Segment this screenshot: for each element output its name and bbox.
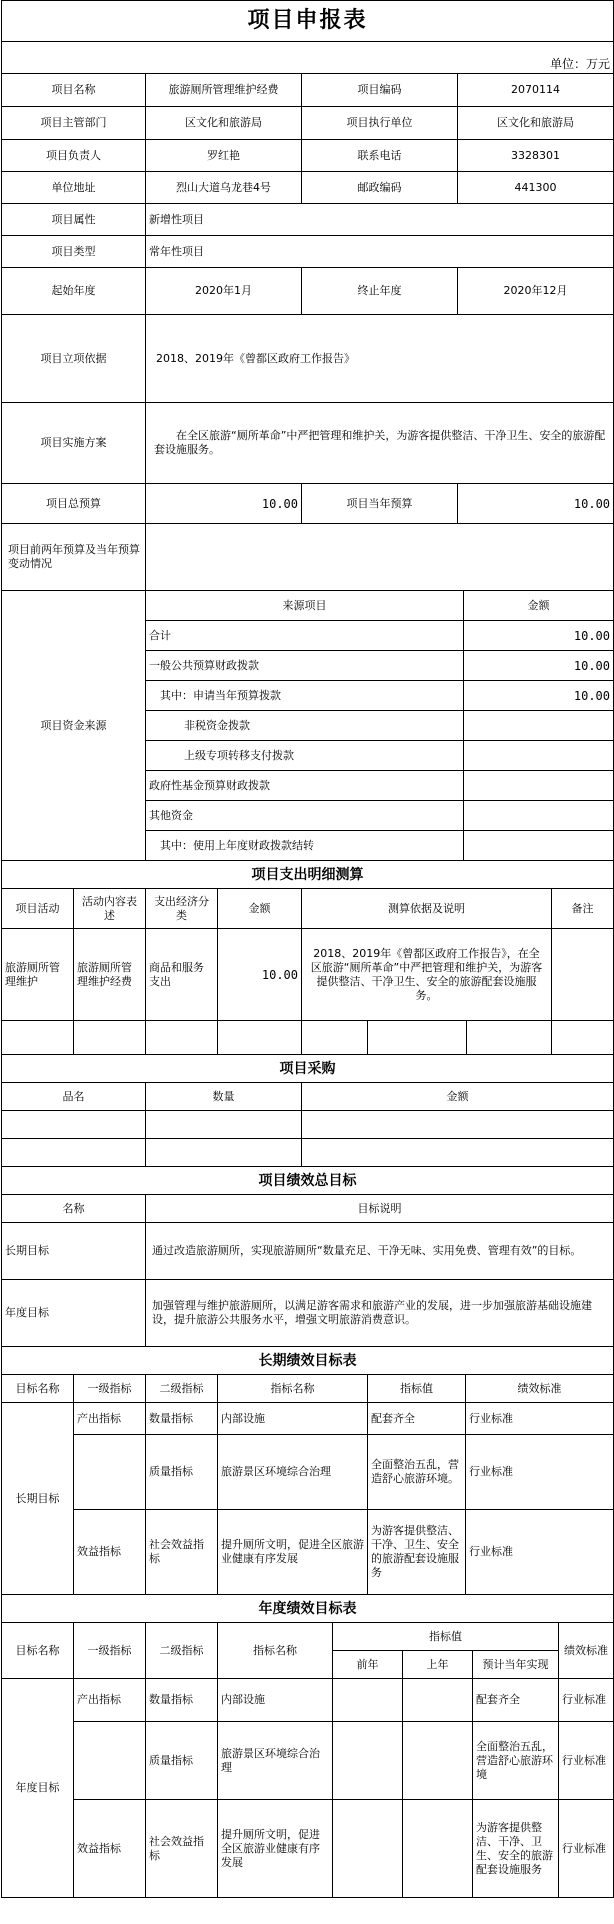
purchase-header-qty: 数量 <box>146 1083 302 1111</box>
end-year-label: 终止年度 <box>302 268 458 315</box>
funding-row-name: 非税资金拨款 <box>146 711 464 741</box>
long-l2: 质量指标 <box>146 1435 218 1510</box>
annual-subheader: 预计当年实现 <box>473 1651 559 1679</box>
unit-label: 单位：万元 <box>2 42 614 74</box>
project-name-label: 项目名称 <box>2 74 146 107</box>
annual-l2: 质量指标 <box>146 1722 218 1800</box>
table-row <box>2 1679 614 1722</box>
long-std: 行业标准 <box>466 1435 614 1510</box>
annual-l1: 产出指标 <box>74 1679 146 1722</box>
long-value: 为游客提供整洁、干净、卫生、安全的旅游配套设施服务 <box>368 1510 466 1595</box>
zip-value: 441300 <box>458 172 614 204</box>
annual-header: 目标名称 <box>2 1623 74 1679</box>
zip-label: 邮政编码 <box>302 172 458 204</box>
type-value: 常年性项目 <box>146 236 614 268</box>
long-header: 一级指标 <box>74 1375 146 1403</box>
table-row <box>2 1021 614 1055</box>
long-target-name: 长期目标 <box>2 1403 74 1595</box>
funding-row-amount <box>464 771 614 801</box>
annual-header: 指标值 <box>333 1623 559 1651</box>
expense-basis: 2018、2019年《曾都区政府工作报告》，在全区旅游“厕所革命”中严把管理和维护关，为游客提供整洁、干净卫生、安全的旅游配套设施服务。 <box>302 929 552 1021</box>
table-row <box>2 1722 614 1800</box>
funding-row-amount <box>464 801 614 831</box>
funding-row-amount <box>464 711 614 741</box>
funding-header-amount: 金额 <box>464 591 614 621</box>
annual-header: 一级指标 <box>74 1623 146 1679</box>
address-label: 单位地址 <box>2 172 146 204</box>
phone-value: 3328301 <box>458 140 614 172</box>
annual-header: 绩效标准 <box>559 1623 614 1679</box>
long-header: 指标名称 <box>218 1375 368 1403</box>
long-l2: 社会效益指标 <box>146 1510 218 1595</box>
purchase-title: 项目采购 <box>2 1055 614 1083</box>
long-indicator: 提升厕所文明，促进全区旅游业健康有序发展 <box>218 1510 368 1595</box>
table-row <box>2 1510 614 1595</box>
expense-header-amount: 金额 <box>218 889 302 929</box>
total-budget-label: 项目总预算 <box>2 484 146 524</box>
annual-l2: 社会效益指标 <box>146 1800 218 1898</box>
expense-note <box>552 929 614 1021</box>
goals-header-name: 名称 <box>2 1195 146 1223</box>
table-row <box>2 1800 614 1898</box>
project-application-sheet <box>1 0 613 1898</box>
end-year-value: 2020年12月 <box>458 268 614 315</box>
dept-label: 项目主管部门 <box>2 107 146 140</box>
prev-budget-label: 项目前两年预算及当年预算变动情况 <box>2 524 146 591</box>
long-term-title: 长期绩效目标表 <box>2 1347 614 1375</box>
annual-prev <box>403 1800 473 1898</box>
annual-header: 指标名称 <box>218 1623 333 1679</box>
funding-row-name: 其他资金 <box>146 801 464 831</box>
long-std: 行业标准 <box>466 1510 614 1595</box>
annual-indicator: 内部设施 <box>218 1679 333 1722</box>
expense-header-activity: 项目活动 <box>2 889 74 929</box>
funding-row-amount: 10.00 <box>464 681 614 711</box>
annual-current: 全面整治五乱，营造舒心旅游环境 <box>473 1722 559 1800</box>
goals-title: 项目绩效总目标 <box>2 1167 614 1195</box>
annual-std: 行业标准 <box>559 1722 614 1800</box>
annual-subheader: 前年 <box>333 1651 403 1679</box>
annual-std: 行业标准 <box>559 1800 614 1898</box>
long-goal-desc: 通过改造旅游厕所，实现旅游厕所“数量充足、干净无味、实用免费、管理有效”的目标。 <box>146 1223 614 1280</box>
purchase-header-amount: 金额 <box>302 1083 614 1111</box>
funding-row-name: 其中：申请当年预算拨款 <box>146 681 464 711</box>
page-title: 项目申报表 <box>2 1 614 42</box>
annual-prev2 <box>333 1679 403 1722</box>
leader-value: 罗红艳 <box>146 140 302 172</box>
annual-indicator: 旅游景区环境综合治理 <box>218 1722 333 1800</box>
annual-subheader: 上年 <box>403 1651 473 1679</box>
annual-l1 <box>74 1722 146 1800</box>
expense-table <box>1 860 614 1055</box>
basic-info-table <box>1 0 614 591</box>
annual-prev <box>403 1679 473 1722</box>
dept-value: 区文化和旅游局 <box>146 107 302 140</box>
attr-label: 项目属性 <box>2 204 146 236</box>
phone-label: 联系电话 <box>302 140 458 172</box>
funding-row-amount <box>464 831 614 861</box>
exec-unit-label: 项目执行单位 <box>302 107 458 140</box>
exec-unit-value: 区文化和旅游局 <box>458 107 614 140</box>
long-goal-label: 长期目标 <box>2 1223 146 1280</box>
long-value: 配套齐全 <box>368 1403 466 1435</box>
long-indicator: 旅游景区环境综合治理 <box>218 1435 368 1510</box>
long-term-table <box>1 1346 614 1595</box>
expense-header-category: 支出经济分类 <box>146 889 218 929</box>
annual-title: 年度绩效目标表 <box>2 1595 614 1623</box>
annual-prev2 <box>333 1722 403 1800</box>
expense-content: 旅游厕所管理维护经费 <box>74 929 146 1021</box>
funding-row-amount: 10.00 <box>464 651 614 681</box>
long-std: 行业标准 <box>466 1403 614 1435</box>
annual-target-name: 年度目标 <box>2 1679 74 1898</box>
long-l1: 效益指标 <box>74 1510 146 1595</box>
annual-prev <box>403 1722 473 1800</box>
annual-l1: 效益指标 <box>74 1800 146 1898</box>
expense-header-note: 备注 <box>552 889 614 929</box>
long-l2: 数量指标 <box>146 1403 218 1435</box>
address-value: 烈山大道乌龙巷4号 <box>146 172 302 204</box>
long-header: 指标值 <box>368 1375 466 1403</box>
leader-label: 项目负责人 <box>2 140 146 172</box>
long-l1 <box>74 1435 146 1510</box>
annual-header: 二级指标 <box>146 1623 218 1679</box>
purchase-table <box>1 1054 614 1167</box>
funding-row-amount <box>464 741 614 771</box>
funding-row-amount: 10.00 <box>464 621 614 651</box>
long-value: 全面整治五乱，营造舒心旅游环境。 <box>368 1435 466 1510</box>
funding-label: 项目资金来源 <box>2 591 146 861</box>
table-row <box>2 1403 614 1435</box>
expense-amount: 10.00 <box>218 929 302 1021</box>
funding-header-source: 来源项目 <box>146 591 464 621</box>
annual-prev2 <box>333 1800 403 1898</box>
expense-category: 商品和服务支出 <box>146 929 218 1021</box>
annual-current: 配套齐全 <box>473 1679 559 1722</box>
current-budget-value: 10.00 <box>458 484 614 524</box>
purchase-header-name: 品名 <box>2 1083 146 1111</box>
annual-current: 为游客提供整洁、干净、卫生、安全的旅游配套设施服务 <box>473 1800 559 1898</box>
expense-header-content: 活动内容表述 <box>74 889 146 929</box>
start-year-label: 起始年度 <box>2 268 146 315</box>
type-label: 项目类型 <box>2 236 146 268</box>
funding-row-name: 一般公共预算财政拨款 <box>146 651 464 681</box>
plan-label: 项目实施方案 <box>2 403 146 484</box>
attr-value: 新增性项目 <box>146 204 614 236</box>
project-code-label: 项目编码 <box>302 74 458 107</box>
annual-table <box>1 1594 614 1898</box>
long-header: 二级指标 <box>146 1375 218 1403</box>
long-indicator: 内部设施 <box>218 1403 368 1435</box>
annual-l2: 数量指标 <box>146 1679 218 1722</box>
funding-row-name: 合计 <box>146 621 464 651</box>
long-header: 目标名称 <box>2 1375 74 1403</box>
annual-std: 行业标准 <box>559 1679 614 1722</box>
total-budget-value: 10.00 <box>146 484 302 524</box>
funding-row-name: 其中：使用上年度财政拨款结转 <box>146 831 464 861</box>
expense-title: 项目支出明细测算 <box>2 861 614 889</box>
plan-value: 在全区旅游“厕所革命”中严把管理和维护关，为游客提供整洁、干净卫生、安全的旅游配套设施服务。 <box>146 403 614 484</box>
long-l1: 产出指标 <box>74 1403 146 1435</box>
prev-budget-value <box>146 524 614 591</box>
annual-indicator: 提升厕所文明，促进全区旅游业健康有序发展 <box>218 1800 333 1898</box>
funding-row-name: 上级专项转移支付拨款 <box>146 741 464 771</box>
expense-header-basis: 测算依据及说明 <box>302 889 552 929</box>
funding-table <box>1 590 614 861</box>
start-year-value: 2020年1月 <box>146 268 302 315</box>
project-name-value: 旅游厕所管理维护经费 <box>146 74 302 107</box>
long-header: 绩效标准 <box>466 1375 614 1403</box>
current-budget-label: 项目当年预算 <box>302 484 458 524</box>
basis-value: 2018、2019年《曾都区政府工作报告》 <box>146 315 614 403</box>
funding-row-name: 政府性基金预算财政拨款 <box>146 771 464 801</box>
year-goal-desc: 加强管理与维护旅游厕所，以满足游客需求和旅游产业的发展，进一步加强旅游基础设施建设，提升旅游公共服务水平，增强文明旅游消费意识。 <box>146 1280 614 1347</box>
table-row <box>2 929 614 1021</box>
project-code-value: 2070114 <box>458 74 614 107</box>
table-row <box>2 1435 614 1510</box>
expense-activity: 旅游厕所管理维护 <box>2 929 74 1021</box>
table-row <box>2 1111 614 1139</box>
goals-table <box>1 1166 614 1347</box>
year-goal-label: 年度目标 <box>2 1280 146 1347</box>
basis-label: 项目立项依据 <box>2 315 146 403</box>
goals-header-desc: 目标说明 <box>146 1195 614 1223</box>
table-row <box>2 1139 614 1167</box>
